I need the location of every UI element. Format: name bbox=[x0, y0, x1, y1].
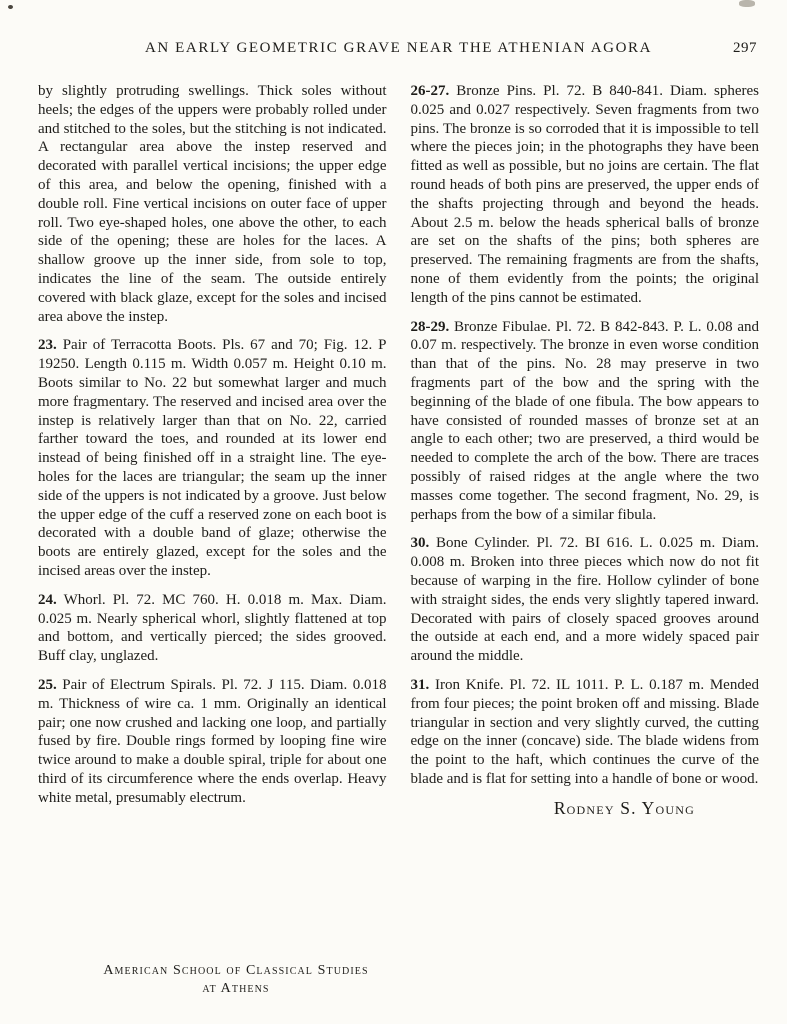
catalog-entry-31 bbox=[411, 676, 760, 789]
entry-number: 30. bbox=[410, 535, 430, 552]
two-column-body bbox=[38, 82, 759, 817]
left-column bbox=[38, 82, 387, 817]
institution-footer bbox=[52, 962, 420, 998]
continuation-text: by slightly protruding swellings. Thick soles without heels; the edges of the uppers were probably rolled under and stitched to the soles, but the stitching is not indicated. A rectangular area above the instep reserved and decorated with parallel vertical incisions; the upper edge of this area, and below the opening, finished with a double roll. Fine vertical incisions on outer face of upper roll. Two eye-shaped holes, one above the other, to each side of the opening; these are holes for the laces. A shallow groove up the inner side, from sole to top, indicates the line of the seam. The outside entirely covered with black glaze, except for the soles and incised area above the instep. bbox=[38, 83, 387, 325]
catalog-entry-28-29 bbox=[411, 318, 760, 525]
entry-text: Iron Knife. Pl. 72. IL 1011. P. L. 0.187 m. Mended from four pieces; the point broken off and missing. Blade triangular in section and very slightly curved, the cutting edge on the inner (concave) side. The blade widens from the point to the haft, which continues the curve of the blade and is flat for setting into a handle of bone or wood. bbox=[410, 676, 759, 787]
entry-text: Pair of Electrum Spirals. Pl. 72. J 115. Diam. 0.018 m. Thickness of wire ca. 1 mm. Originally an identical pair; one now crushed and lacking one loop, and partially fused by fire. Double rings formed by looping fine wire twice around to make a double spiral, triple for about one third of its circumference where the ends overlap. Heavy white metal, presumably electrum. bbox=[38, 676, 387, 806]
entry-text: Bone Cylinder. Pl. 72. BI 616. L. 0.025 m. Diam. 0.008 m. Broken into three pieces which now do not fit because of warping in the fire. Hollow cylinder of bone with straight sides, the ends very slightly tapered inward. Decorated with pairs of closely spaced grooves around the outside at each end, and a more widely spaced pair around the middle. bbox=[410, 535, 760, 665]
entry-number: 23. bbox=[38, 337, 57, 354]
entry-number: 25. bbox=[38, 676, 57, 693]
entry-text: Bronze Pins. Pl. 72. B 840-841. Diam. spheres 0.025 and 0.027 respectively. Seven fragments from two pins. The bronze is so corroded that it is impossible to tell where the pieces join; in the photographs they have been fitted as well as possible, but no joins are certain. The flat round heads of both pins are preserved, the upper ends of the shafts projecting through and beyond the heads. About 2.5 m. below the heads spherical balls of bronze are set on the shafts of the pins; both spheres are preserved. The remaining fragments are from the shafts, none of them evidently from the points; the original length of the pins cannot be estimated. bbox=[410, 83, 760, 306]
catalog-entry-26-27 bbox=[411, 82, 760, 308]
page-number: 297 bbox=[733, 40, 757, 56]
institution-line-1: American School of Classical Studies bbox=[103, 963, 369, 978]
scan-speck bbox=[8, 5, 13, 9]
page-title: AN EARLY GEOMETRIC GRAVE NEAR THE ATHENIAN AGORA bbox=[144, 40, 653, 56]
entry-text: Pair of Terracotta Boots. Pls. 67 and 70; Fig. 12. P 19250. Length 0.115 m. Width 0.057 m. Height 0.10 m. Boots similar to No. 22 but somewhat larger and much more fragmentary. The reserved and incised area over the instep is relatively larger than that on No. 22, carried farther toward the toes, and rounded at its lower end instead of being finished off in a straight line. The eye-holes for the laces are triangular; the seam up the inner side of the uppers is not indicated by a groove. Just below the upper edge of the cuff a reserved zone on each boot is decorated with a double band of glaze; otherwise the boots are entirely glazed, except for the soles and the incised areas over the instep. bbox=[38, 337, 387, 579]
entry-number: 24. bbox=[38, 591, 57, 608]
entry-text: Whorl. Pl. 72. MC 760. H. 0.018 m. Max. Diam. 0.025 m. Nearly spherical whorl, slightly flattened at top and bottom, and vertically pierced; the sides grooved. Buff clay, unglazed. bbox=[38, 591, 387, 665]
author-signature: Rodney S. Young bbox=[553, 797, 695, 818]
right-column bbox=[411, 82, 760, 817]
scan-smudge bbox=[739, 0, 755, 7]
catalog-entry-25 bbox=[38, 676, 387, 808]
entry-text: Bronze Fibulae. Pl. 72. B 842-843. P. L. 0.08 and 0.07 m. respectively. The bronze in even worse condition than that of the pins. No. 28 may preserve in two fragments part of the bow and the spring with the beginning of the blade of one fibula. The bow appears to have consisted of rounded masses of bronze set at an angle to each other; two are preserved, a third would be needed to complete the arch of the bow. There are traces possibly of raised ridges at the angle where the two masses come together. The second fragment, No. 29, is perhaps from the bow of a similar fibula. bbox=[410, 318, 760, 523]
institution-line-2: at Athens bbox=[202, 981, 270, 996]
catalog-entry-30 bbox=[411, 534, 760, 666]
catalog-entry-24 bbox=[38, 591, 387, 666]
entry-number: 28-29. bbox=[410, 318, 450, 335]
catalog-entry-23 bbox=[38, 336, 387, 580]
running-head bbox=[38, 40, 759, 57]
entry-number: 31. bbox=[410, 676, 430, 693]
entry-number: 26-27. bbox=[410, 83, 450, 99]
continuation-paragraph bbox=[38, 82, 387, 326]
